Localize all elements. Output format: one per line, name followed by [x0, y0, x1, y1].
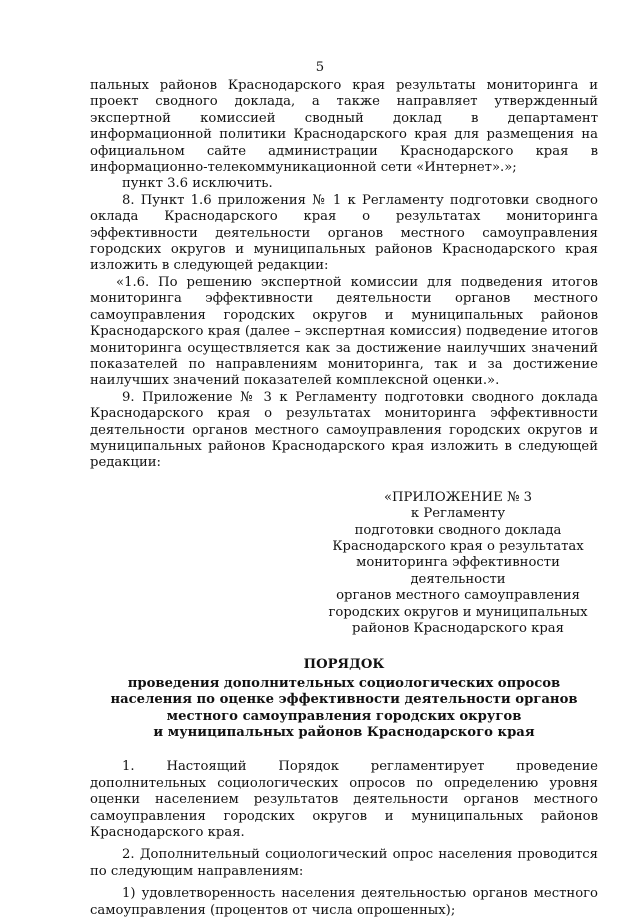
subtitle-line: проведения дополнительных социологических опросов	[127, 675, 561, 691]
appendix-header	[318, 490, 598, 638]
appendix-line: органов местного самоуправления	[336, 588, 580, 604]
page-number: 5	[315, 60, 325, 75]
appendix-line: городских округов и муниципальных	[328, 604, 588, 620]
appendix-line: Краснодарского края о результатах	[332, 538, 584, 554]
paragraph-item-9: 9. Приложение № 3 к Регламенту подготовки сводного доклада Краснодарского края о результатах мониторинга эффективности деятельности органов местного самоуправления городских округов и муниципальных районов Краснодарского края изложить в следующей редакции:	[90, 389, 598, 471]
subtitle-line: населения по оценке эффективности деятельности органов	[110, 692, 578, 708]
section-title: ПОРЯДОК	[303, 657, 385, 673]
appendix-line: к Регламенту	[410, 506, 506, 522]
paragraph-subpoint-1: 1) удовлетворенность населения деятельностью органов местного самоуправления (процентов от числа опрошенных);	[90, 886, 598, 918]
paragraph-point-2: 2. Дополнительный социологический опрос населения проводится по следующим направлениям:	[90, 847, 598, 879]
paragraph-item-3-6: пункт 3.6 исключить.	[122, 176, 273, 192]
appendix-line: подготовки сводного доклада	[354, 522, 562, 538]
section-subtitle	[90, 676, 598, 742]
subtitle-line: и муниципальных районов Краснодарского края	[153, 725, 535, 741]
appendix-line: районов Краснодарского края	[352, 621, 564, 636]
paragraph-point-1: 1. Настоящий Порядок регламентирует проведение дополнительных социологических опросов по определению уровня оценки населением результатов деятельности органов местного самоуправления городских округов и муниципальных районов Краснодарского края.	[90, 759, 598, 841]
subtitle-line: местного самоуправления городских округов	[166, 708, 522, 724]
document-body	[90, 78, 598, 919]
appendix-line: «ПРИЛОЖЕНИЕ № 3	[383, 489, 533, 505]
paragraph-continuation: пальных районов Краснодарского края результаты мониторинга и проект сводного доклада, а также направляет утвержденный экспертной комиссией сводный доклад в департамент информационной политики Краснодарского края для размещения на официальном сайте администрации Краснодарского края в информационно-телекоммуникационной сети «Интернет».»;	[90, 78, 598, 176]
paragraph-quoted-1-6: «1.6. По решению экспертной комиссии для подведения итогов мониторинга эффективности деятельности органов местного самоуправления городских округов и муниципальных районов Краснодарского края (далее – экспертная комиссия) подведение итогов мониторинга осуществляется как за достижение наилучших значений показателей по направлениям мониторинга, так и за достижение наилучших значений показателей комплексной оценки.».	[90, 274, 598, 389]
paragraph-item-8: 8. Пункт 1.6 приложения № 1 к Регламенту подготовки сводного оклада Краснодарского края о результатах мониторинга эффективности деятельности органов местного самоуправления городских округов и муниципальных районов Краснодарского края изложить в следующей редакции:	[90, 192, 598, 274]
appendix-line: мониторинга эффективности деятельности	[356, 555, 560, 587]
